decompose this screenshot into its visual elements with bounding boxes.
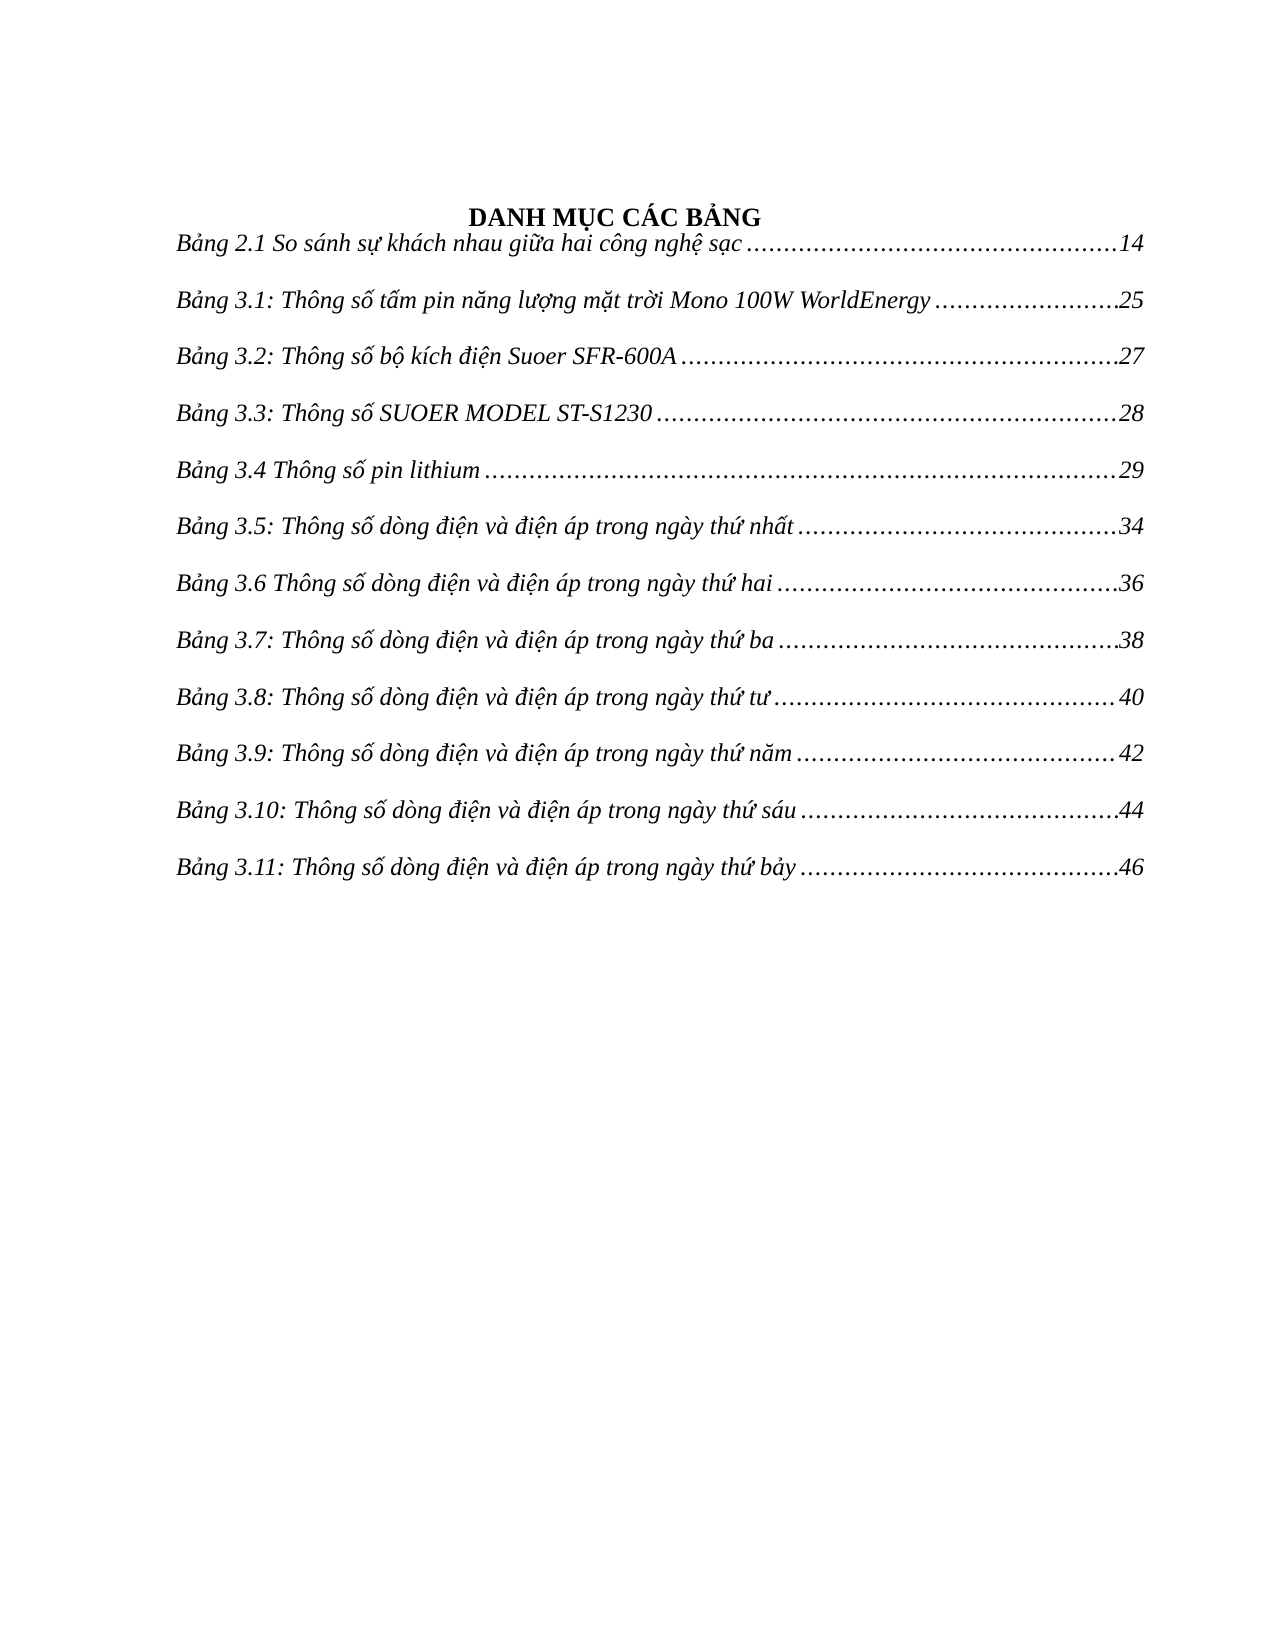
toc-entry-page: 27 — [1119, 343, 1144, 371]
toc-entry-page: 46 — [1119, 853, 1144, 881]
toc-entry-page: 42 — [1119, 740, 1144, 768]
toc-entry[interactable] — [176, 627, 1144, 684]
toc-entry-page: 28 — [1119, 400, 1144, 428]
dot-leader — [774, 684, 1118, 712]
dot-leader — [778, 627, 1118, 655]
toc-entry[interactable] — [176, 230, 1144, 287]
dot-leader — [484, 457, 1118, 485]
dot-leader — [800, 854, 1118, 882]
toc-entry-page: 14 — [1119, 230, 1144, 257]
page-title: DANH MỤC CÁC BẢNG — [468, 203, 762, 233]
toc-entry-label: Bảng 3.6 Thông số dòng điện và điện áp trong ngày thứ hai — [176, 570, 773, 598]
dot-leader — [796, 740, 1118, 768]
toc-entry[interactable] — [176, 797, 1144, 854]
table-of-tables-list — [176, 230, 1144, 910]
toc-entry-label: Bảng 3.8: Thông số dòng điện và điện áp trong ngày thứ tư — [176, 683, 770, 711]
toc-entry-label: Bảng 2.1 So sánh sự khách nhau giữa hai công nghệ sạc — [176, 230, 743, 257]
toc-entry[interactable] — [176, 343, 1144, 400]
toc-entry-page: 38 — [1119, 626, 1144, 654]
toc-entry-page: 44 — [1119, 796, 1144, 824]
toc-entry-label: Bảng 3.2: Thông số bộ kích điện Suoer SFR-600A — [176, 343, 677, 371]
toc-entry-page: 36 — [1119, 570, 1144, 598]
toc-entry[interactable] — [176, 400, 1144, 457]
dot-leader — [798, 513, 1118, 541]
toc-entry-label: Bảng 3.7: Thông số dòng điện và điện áp trong ngày thứ ba — [176, 626, 775, 654]
toc-entry-page: 29 — [1119, 456, 1144, 484]
toc-entry-label: Bảng 3.4 Thông số pin lithium — [176, 456, 481, 484]
toc-entry-page: 34 — [1119, 513, 1144, 541]
toc-entry-label: Bảng 3.9: Thông số dòng điện và điện áp trong ngày thứ năm — [176, 740, 793, 768]
toc-entry-label: Bảng 3.5: Thông số dòng điện và điện áp trong ngày thứ nhất — [176, 513, 794, 541]
toc-entry-page: 40 — [1119, 683, 1144, 711]
dot-leader — [934, 287, 1118, 315]
toc-entry[interactable] — [176, 740, 1144, 797]
toc-entry[interactable] — [176, 457, 1144, 514]
dot-leader — [800, 797, 1118, 825]
toc-entry-label: Bảng 3.3: Thông số SUOER MODEL ST-S1230 — [176, 400, 653, 428]
toc-entry-label: Bảng 3.1: Thông số tấm pin năng lượng mặt trời Mono 100W WorldEnergy — [176, 286, 931, 314]
toc-entry-page: 25 — [1119, 286, 1144, 314]
dot-leader — [656, 400, 1118, 428]
toc-entry[interactable] — [176, 854, 1144, 911]
toc-entry[interactable] — [176, 684, 1144, 741]
dot-leader — [746, 230, 1118, 258]
toc-entry[interactable] — [176, 570, 1144, 627]
toc-entry-label: Bảng 3.10: Thông số dòng điện và điện áp trong ngày thứ sáu — [176, 796, 797, 824]
dot-leader — [681, 343, 1118, 371]
toc-entry[interactable] — [176, 287, 1144, 344]
dot-leader — [777, 570, 1118, 598]
toc-entry-label: Bảng 3.11: Thông số dòng điện và điện áp trong ngày thứ bảy — [176, 853, 796, 881]
toc-entry[interactable] — [176, 513, 1144, 570]
